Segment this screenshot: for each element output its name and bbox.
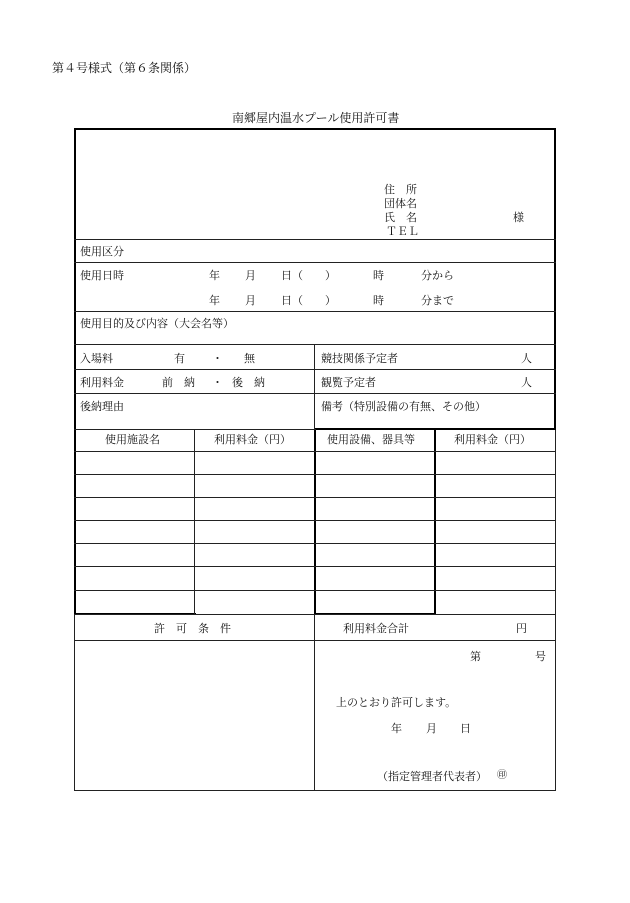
from-month: 月 — [245, 269, 256, 282]
admission-no[interactable]: 無 — [244, 352, 255, 365]
table-header-fee: 利用料金（円） — [214, 433, 291, 446]
table-row-line — [74, 520, 556, 521]
applicant-field[interactable] — [76, 130, 554, 238]
name-label: 氏 名 — [384, 211, 417, 224]
competitors-unit: 人 — [521, 352, 532, 365]
prepay-option[interactable]: 前 納 — [162, 376, 195, 389]
permit-number-suffix: 号 — [535, 650, 546, 663]
frame-inner-right — [434, 428, 436, 614]
table-row-line — [74, 497, 556, 498]
signer-label: （指定管理者代表者） — [377, 770, 487, 783]
total-fee-unit: 円 — [516, 622, 527, 635]
remarks-label: 備考（特別設備の有無、その他） — [321, 400, 486, 413]
table-row-line — [74, 543, 556, 544]
table-row-line — [74, 451, 556, 452]
table-header-facility: 使用施設名 — [105, 433, 160, 446]
tel-label: ＴＥＬ — [386, 225, 419, 238]
to-day: 日（ ） — [281, 294, 336, 307]
from-minute: 分から — [421, 269, 454, 282]
postpay-reason-label: 後納理由 — [80, 400, 124, 413]
to-month: 月 — [245, 294, 256, 307]
spectators-label: 観覧予定者 — [321, 376, 376, 389]
total-fee-label: 利用料金合計 — [343, 622, 409, 635]
purpose-label: 使用目的及び内容（大会名等） — [80, 317, 234, 330]
purpose-field[interactable] — [76, 312, 554, 344]
honorific: 様 — [513, 211, 524, 224]
table-row-line — [74, 614, 556, 615]
usage-datetime-label: 使用日時 — [80, 269, 124, 282]
address-label: 住 所 — [384, 183, 417, 196]
table-header-equipment: 使用設備、器具等 — [327, 433, 415, 446]
usage-fee-label: 利用料金 — [80, 376, 124, 389]
table-row-line — [74, 474, 556, 475]
admission-label: 入場料 — [80, 352, 113, 365]
to-year: 年 — [209, 294, 220, 307]
table-row-line — [74, 566, 556, 567]
permit-number-prefix: 第 — [470, 650, 481, 663]
to-minute: 分まで — [421, 294, 454, 307]
table-header-fee-2: 利用料金（円） — [454, 433, 531, 446]
conditions-label: 許 可 条 件 — [154, 622, 231, 635]
frame-mid — [314, 428, 316, 614]
approval-day: 日 — [460, 722, 471, 735]
col-line — [194, 429, 195, 615]
seal-icon: ㊞ — [497, 770, 507, 781]
conditions-field[interactable] — [76, 642, 312, 788]
approval-year: 年 — [391, 722, 402, 735]
to-hour: 時 — [373, 294, 384, 307]
form-title: 南郷屋内温水プール使用許可書 — [232, 111, 400, 125]
outer-bottom-border — [74, 790, 556, 791]
usage-category-label: 使用区分 — [80, 245, 124, 258]
row-line — [74, 429, 316, 430]
spectators-unit: 人 — [521, 376, 532, 389]
competitors-label: 競技関係予定者 — [321, 352, 398, 365]
group-label: 団体名 — [384, 197, 417, 210]
from-hour: 時 — [373, 269, 384, 282]
pay-separator: ・ — [212, 376, 223, 389]
frame-right — [554, 128, 556, 429]
table-row-line — [74, 590, 556, 591]
row-line — [74, 262, 556, 263]
row-line — [74, 640, 556, 641]
from-year: 年 — [209, 269, 220, 282]
row-line — [74, 393, 556, 394]
from-day: 日（ ） — [281, 269, 336, 282]
postpay-option[interactable]: 後 納 — [232, 376, 265, 389]
approval-month: 月 — [426, 722, 437, 735]
approval-text: 上のとおり許可します。 — [336, 696, 457, 709]
admission-yes[interactable]: 有 — [174, 352, 185, 365]
usage-category-field[interactable] — [140, 240, 554, 262]
row-line — [74, 344, 556, 345]
form-number: 第４号様式（第６条関係） — [52, 61, 197, 75]
col-line — [314, 344, 315, 429]
admission-separator: ・ — [212, 352, 223, 365]
row-line — [74, 369, 556, 370]
